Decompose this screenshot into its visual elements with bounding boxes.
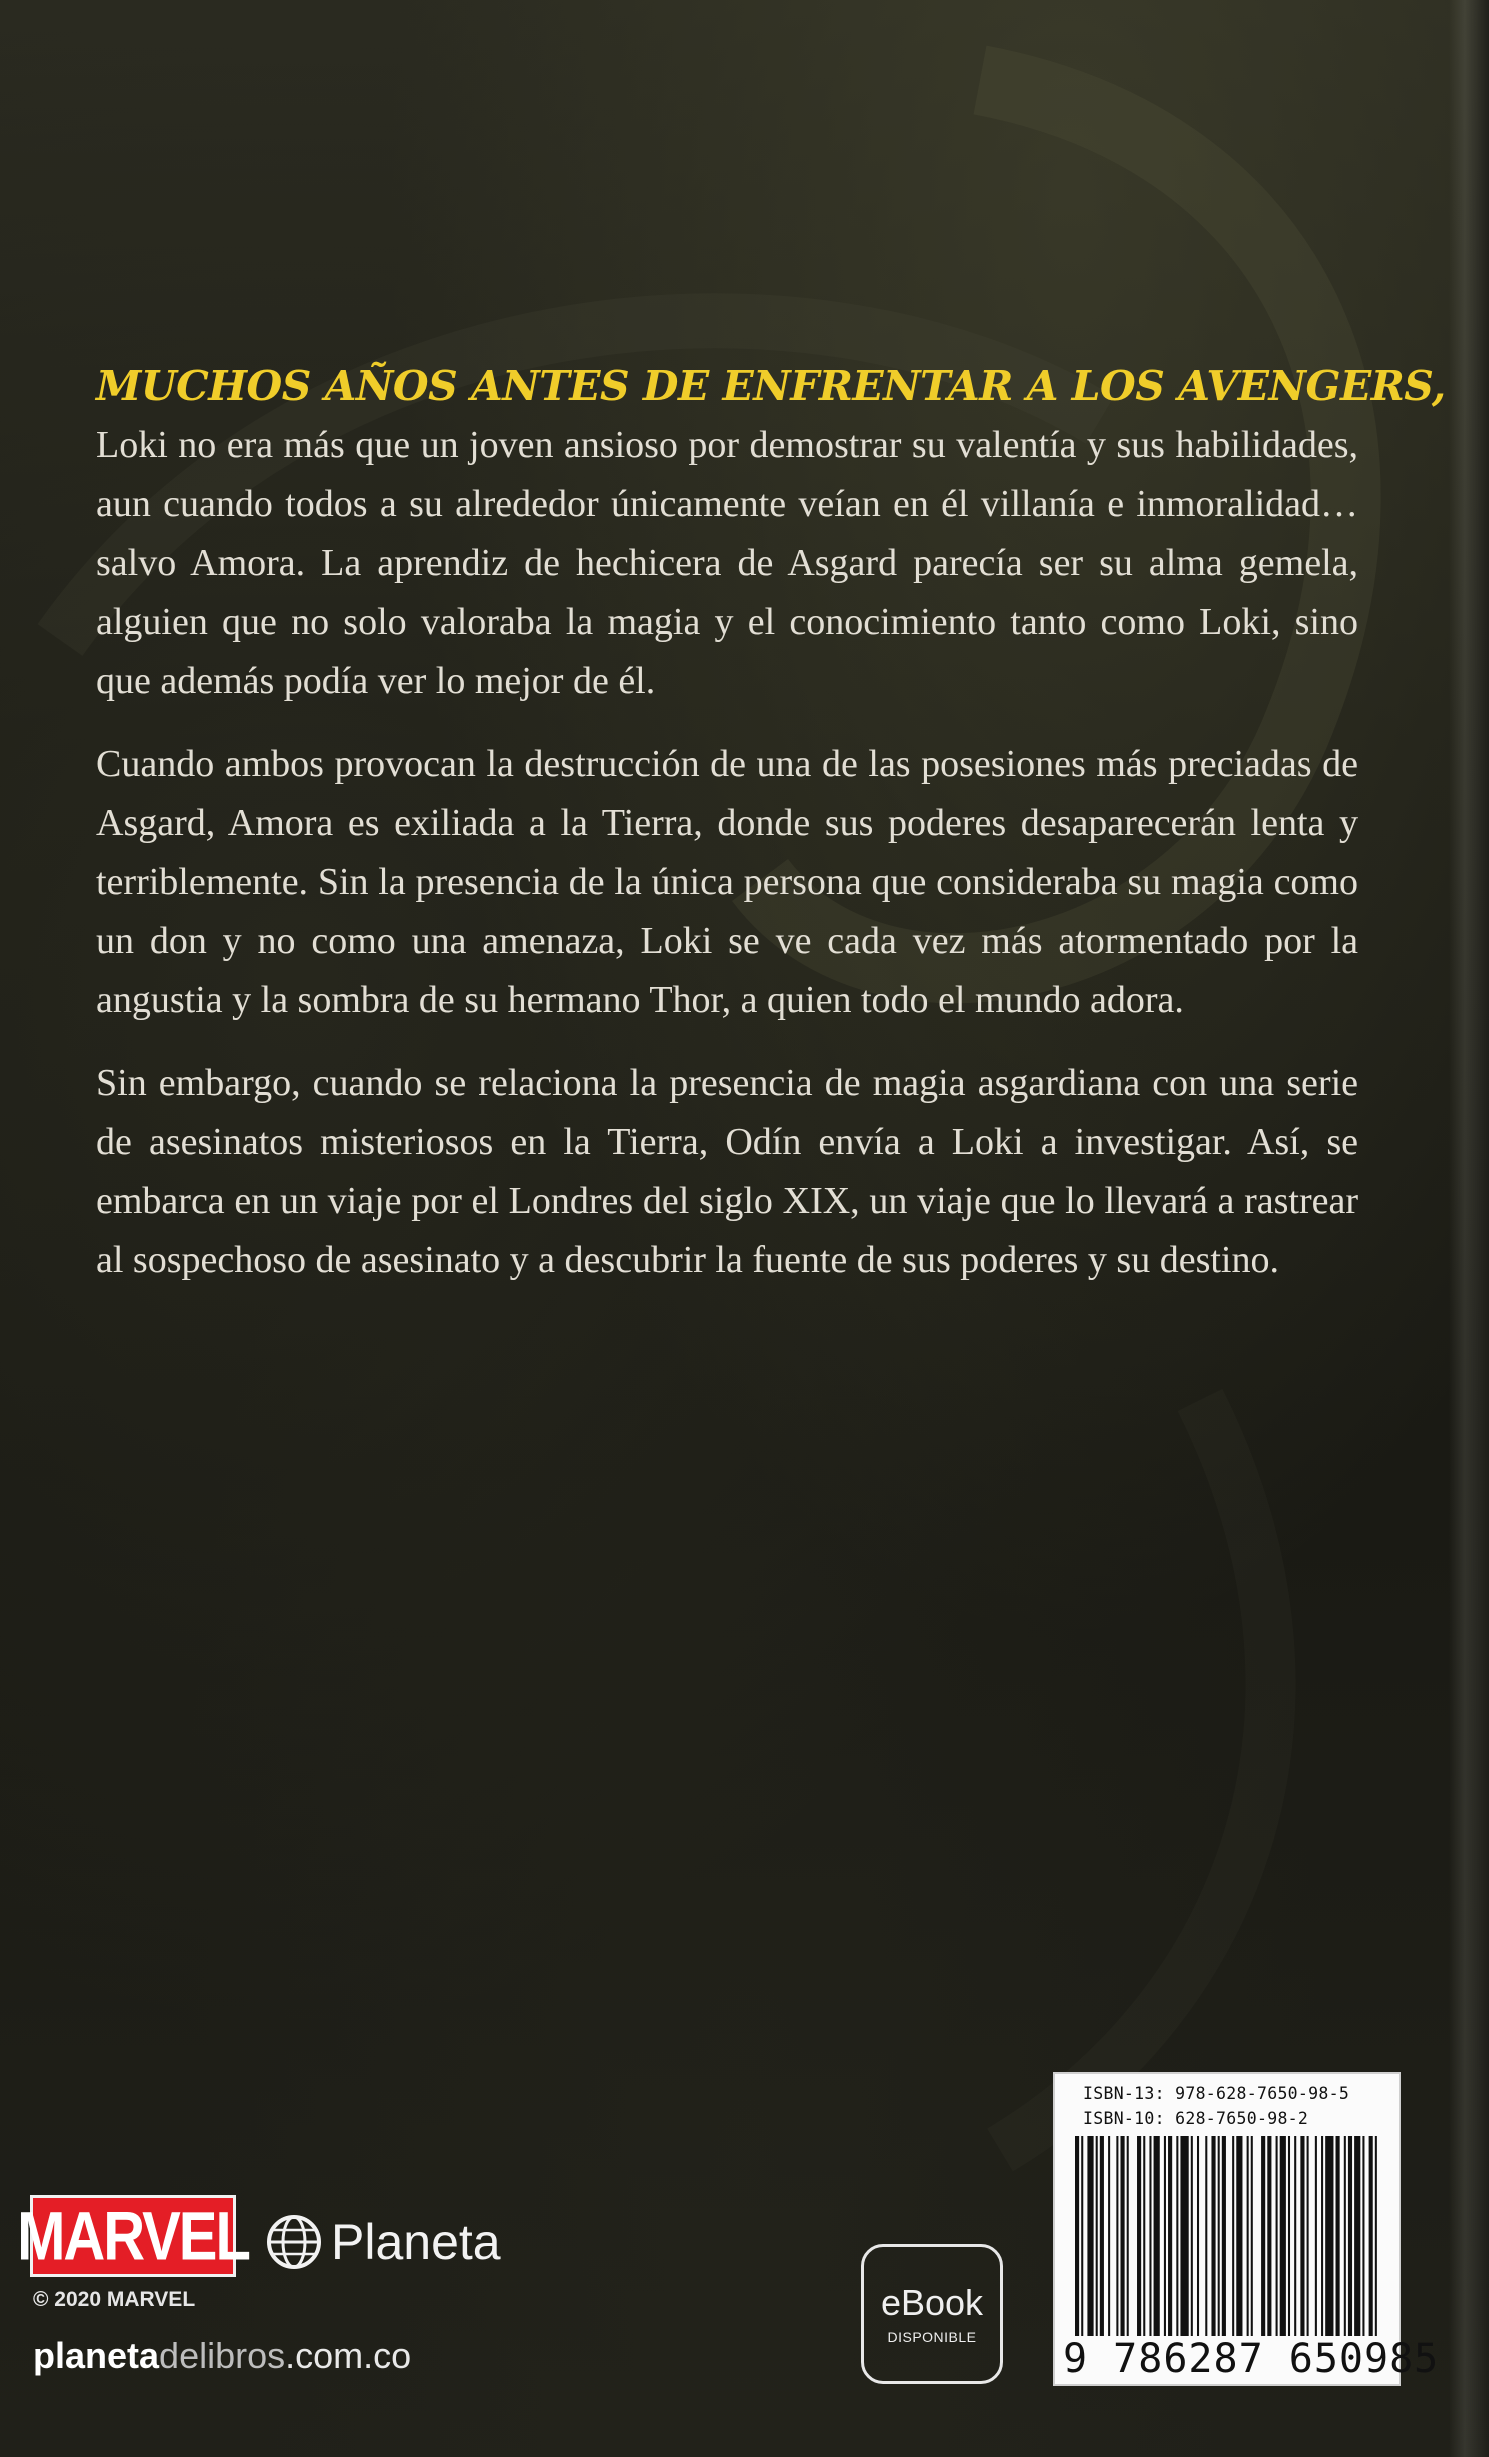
barcode-bar [1081, 2136, 1083, 2336]
synopsis-headline: MUCHOS AÑOS ANTES DE ENFRENTAR A LOS AVENGERS, [96, 362, 1446, 410]
barcode-bar [1267, 2136, 1271, 2336]
barcode-bar [1164, 2136, 1166, 2336]
barcode-bar [1218, 2136, 1220, 2336]
ebook-badge-title: eBook [880, 2282, 984, 2323]
barcode-bar [1247, 2136, 1249, 2336]
barcode-bar [1354, 2136, 1360, 2336]
website-part-domain: .com.co [285, 2335, 412, 2376]
barcode-bar [1251, 2136, 1253, 2336]
barcode-bar [1108, 2136, 1110, 2336]
barcode-bar [1127, 2136, 1129, 2336]
isbn-barcode-label [1053, 2072, 1440, 2386]
barcode-bar [1137, 2136, 1141, 2336]
synopsis-paragraph-2: Cuando ambos provocan la destrucción de una de las posesiones más preciadas de Asgard, Amora es exiliada a la Tierra, donde sus poderes desaparecerán lenta y terriblemente. Sin la presencia de la única persona que consideraba su magia como un don y no como una amenaza, Loki se ve cada vez más atormentado por la angustia y la sombra de su hermano Thor, a quien todo el mundo adora. [96, 743, 1358, 1021]
barcode-bar [1149, 2136, 1151, 2336]
barcode-bar [1168, 2136, 1172, 2336]
barcode-bar [1369, 2136, 1373, 2336]
barcode-bar [1176, 2136, 1178, 2336]
synopsis [96, 362, 1446, 1314]
isbn-13: ISBN-13: 978-628-7650-98-5 [1083, 2084, 1350, 2103]
barcode-bar [1075, 2136, 1079, 2336]
barcode-bar [1348, 2136, 1352, 2336]
barcode-bar [1321, 2136, 1323, 2336]
barcode-bar [1336, 2136, 1340, 2336]
barcode-bar [1211, 2136, 1215, 2336]
copyright-notice: © 2020 MARVEL [33, 2288, 196, 2311]
barcode-bar [1288, 2136, 1290, 2336]
ebook-badge-subtitle: DISPONIBLE [887, 2329, 977, 2345]
barcode-bar [1232, 2136, 1234, 2336]
marvel-logo-text: MARVEL [17, 2197, 249, 2275]
planeta-globe-icon [265, 2213, 323, 2271]
isbn-10: ISBN-10: 628-7650-98-2 [1083, 2109, 1309, 2128]
website-part-delibros: delibros [159, 2335, 286, 2376]
ebook-available-badge [861, 2244, 1003, 2384]
barcode-bar [1261, 2136, 1265, 2336]
barcode-bar [1191, 2136, 1193, 2336]
barcode-bar [1294, 2136, 1296, 2336]
barcode-bar [1362, 2136, 1364, 2336]
barcode-bar [1375, 2136, 1377, 2336]
barcode-bar [1325, 2136, 1333, 2336]
barcode-digits: 9 786287 650985 [1063, 2336, 1440, 2382]
website-part-planeta: planeta [33, 2335, 160, 2376]
barcode-bar [1120, 2136, 1124, 2336]
barcode-bar [1116, 2136, 1118, 2336]
synopsis-paragraph-3: Sin embargo, cuando se relaciona la presencia de magia asgardiana con una serie de asesinatos misteriosos en la Tierra, Odín envía a Loki a investigar. Así, se embarca en un viaje por el Londres del siglo XIX, un viaje que lo llevará a rastrear al sospechoso de asesinato y a descubrir la fuente de sus poderes y su destino. [96, 1062, 1358, 1281]
synopsis-paragraph-1: Loki no era más que un joven ansioso por demostrar su valentía y sus habilidades, aun cuando todos a su alrededor únicamente veían en él villanía e inmoralidad… salvo Amora. La aprendiz de hechicera de Asgard parecía ser su alma gemela, alguien que no solo valoraba la magia y el conocimiento tanto como Loki, sino que además podía ver lo mejor de él. [96, 424, 1358, 702]
barcode-bar [1197, 2136, 1199, 2336]
barcode-bar [1276, 2136, 1278, 2336]
barcode-bar [1300, 2136, 1304, 2336]
planeta-logo [265, 2212, 501, 2272]
barcode-bar [1180, 2136, 1188, 2336]
barcode-bar [1307, 2136, 1309, 2336]
barcode [1075, 2136, 1381, 2336]
barcode-bar [1143, 2136, 1145, 2336]
barcode-bar [1315, 2136, 1317, 2336]
barcode-bar [1205, 2136, 1207, 2336]
barcode-bar [1280, 2136, 1286, 2336]
barcode-bar [1100, 2136, 1104, 2336]
publisher-website [33, 2335, 411, 2377]
barcode-bar [1344, 2136, 1346, 2336]
barcode-bar [1087, 2136, 1093, 2336]
barcode-bar [1096, 2136, 1098, 2336]
barcode-bar [1236, 2136, 1242, 2336]
barcode-bar [1222, 2136, 1226, 2336]
book-edge-shading [1449, 0, 1489, 2457]
planeta-logo-text: Planeta [331, 2214, 501, 2270]
barcode-bar [1154, 2136, 1160, 2336]
marvel-logo [17, 2197, 249, 2275]
